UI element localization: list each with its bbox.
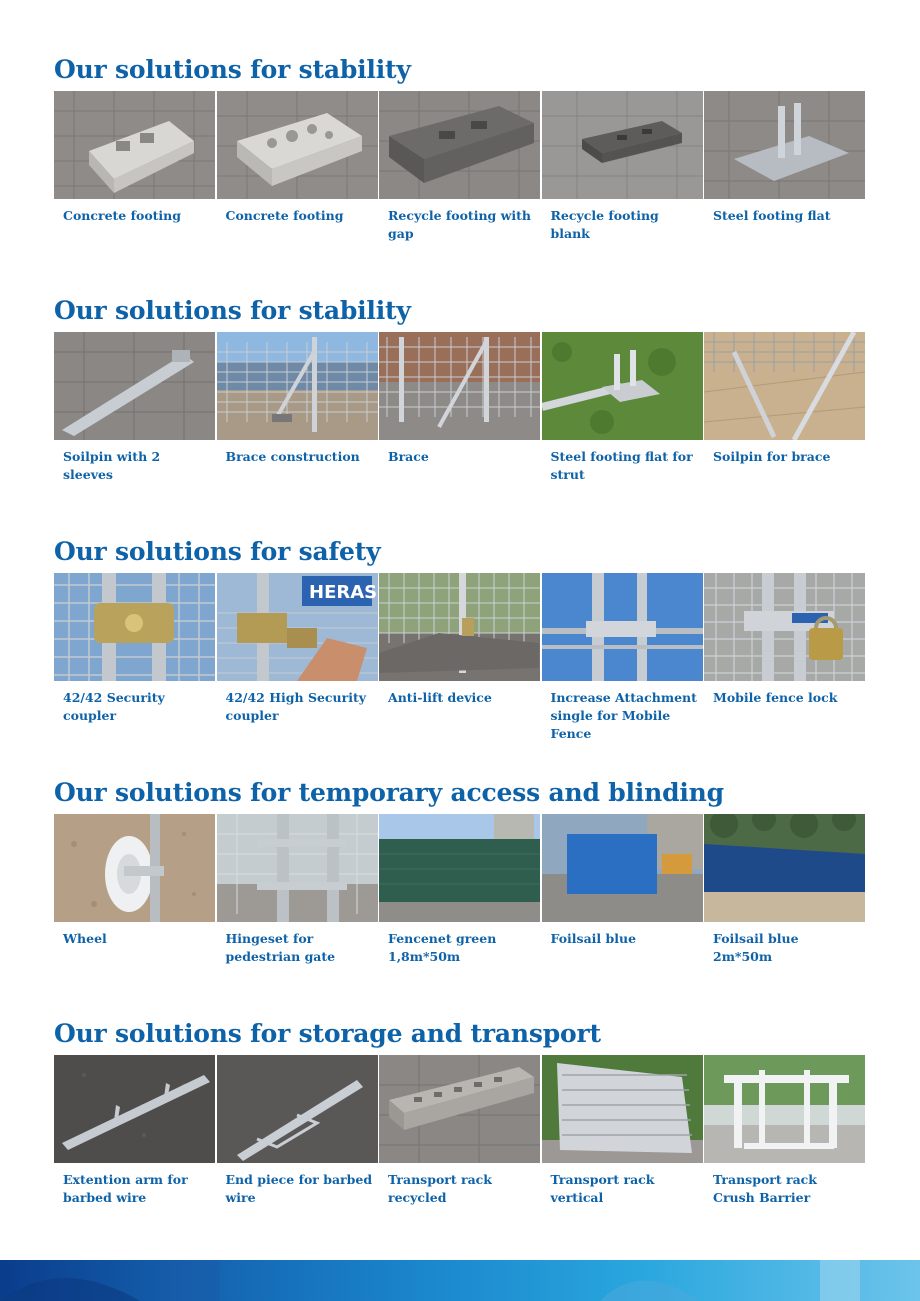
product-photo [542, 91, 703, 199]
photo-strip [54, 332, 866, 440]
caption-row [54, 1171, 866, 1207]
photo-strip [54, 91, 866, 199]
section-title: Our solutions for storage and transport [54, 1019, 601, 1048]
product-photo [54, 573, 215, 681]
product-photo [704, 573, 865, 681]
product-photo [379, 573, 540, 681]
product-caption: Fencenet green 1,8m*50m [388, 931, 497, 964]
product-caption: Steel footing flat [713, 208, 831, 223]
product-caption: Recycle footing blank [550, 208, 659, 241]
product-photo [542, 573, 703, 681]
caption-row [54, 448, 866, 484]
caption-row [54, 689, 866, 743]
section-safety [54, 531, 866, 743]
product-photo [54, 91, 215, 199]
product-photo [704, 814, 865, 922]
section-title: Our solutions for safety [54, 537, 381, 566]
product-photo [217, 91, 378, 199]
product-caption: 42/42 Security coupler [63, 690, 165, 723]
product-caption: Transport rack recycled [388, 1172, 492, 1205]
section-title: Our solutions for stability [54, 55, 411, 84]
product-photo [379, 91, 540, 199]
product-caption: Wheel [63, 931, 107, 946]
photo-strip [54, 573, 866, 681]
product-caption: Soilpin for brace [713, 449, 831, 464]
product-caption: Steel footing flat for strut [550, 449, 693, 482]
product-photo [217, 1055, 378, 1163]
product-caption: End piece for barbed wire [225, 1172, 373, 1205]
product-photo [704, 1055, 865, 1163]
product-caption: Concrete footing [225, 208, 344, 223]
product-caption: Increase Attachment single for Mobile Fence [550, 690, 697, 741]
product-photo [704, 332, 865, 440]
product-photo [542, 332, 703, 440]
section-access-blinding [54, 772, 866, 966]
product-caption: Foilsail blue [550, 931, 637, 946]
photo-strip [54, 814, 866, 922]
product-caption: Brace construction [225, 449, 360, 464]
product-photo [704, 91, 865, 199]
product-photo [217, 573, 378, 681]
section-stability-footings [54, 49, 866, 243]
caption-row [54, 930, 866, 966]
product-photo [54, 1055, 215, 1163]
product-caption: Recycle footing with gap [388, 208, 532, 241]
section-storage-transport [54, 1013, 866, 1207]
product-photo [217, 332, 378, 440]
section-title: Our solutions for stability [54, 296, 411, 325]
product-photo [54, 332, 215, 440]
product-photo [379, 814, 540, 922]
product-caption: 42/42 High Security coupler [225, 690, 366, 723]
section-stability-braces [54, 290, 866, 484]
product-photo [217, 814, 378, 922]
product-caption: Anti-lift device [388, 690, 492, 705]
section-title: Our solutions for temporary access and blinding [54, 778, 724, 807]
product-photo [542, 1055, 703, 1163]
product-caption: Hingeset for pedestrian gate [225, 931, 336, 964]
product-caption: Soilpin with 2 sleeves [63, 449, 161, 482]
photo-strip [54, 1055, 866, 1163]
product-caption: Foilsail blue 2m*50m [713, 931, 799, 964]
product-caption: Mobile fence lock [713, 690, 838, 705]
product-photo [379, 332, 540, 440]
product-caption: Extention arm for barbed wire [63, 1172, 188, 1205]
product-photo [54, 814, 215, 922]
footer-decorative-band [0, 1260, 920, 1301]
caption-row [54, 207, 866, 243]
product-caption: Transport rack Crush Barrier [713, 1172, 817, 1205]
product-caption: Concrete footing [63, 208, 182, 223]
product-photo [542, 814, 703, 922]
product-caption: Transport rack vertical [550, 1172, 655, 1205]
product-photo [379, 1055, 540, 1163]
product-caption: Brace [388, 449, 429, 464]
svg-text:HERAS: HERAS [308, 582, 377, 603]
